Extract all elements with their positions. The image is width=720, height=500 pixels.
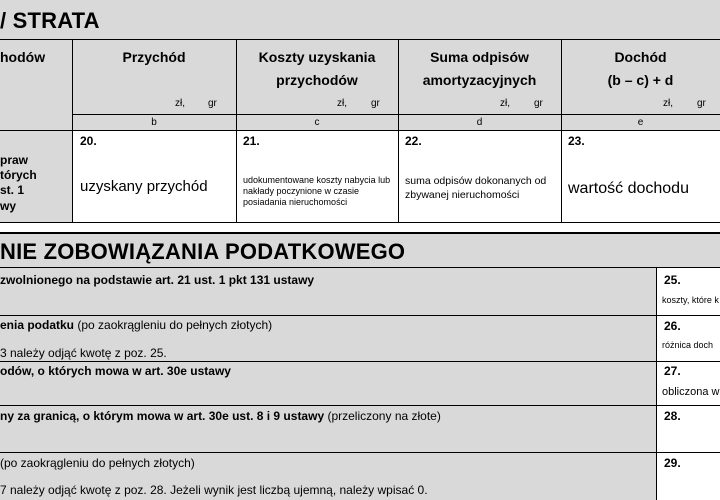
unit-zl-d: zł, [500,98,510,109]
col-b-header: Przychód [122,49,186,65]
col-letter-b: b [151,117,157,128]
field-28-number: 28. [664,409,681,423]
field-27-hint: obliczona w [662,386,720,398]
row-29-label: (po zaokrągleniu do pełnych złotych) [0,456,195,470]
row-label-line-4: wy [0,199,17,213]
field-23-cell[interactable] [562,131,720,221]
row-26-label: enia podatku (po zaokrągleniu do pełnych złotych) [0,318,273,332]
unit-gr-b: gr [208,98,217,109]
field-22-number: 22. [405,134,422,148]
col-letter-e: e [637,117,644,128]
row-28-label: ny za granicą, o którym mowa w art. 30e ust. 8 i 9 ustawy (przeliczony na złote) [0,409,441,423]
field-20-number: 20. [80,134,97,148]
field-22-hint: suma odpisów dokonanych od zbywanej nieruchomości [405,175,547,201]
row-label-line-2: tórych [0,168,37,182]
section-d-header [0,0,720,40]
unit-gr-e: gr [697,98,706,109]
section-e-title: NIE ZOBOWIĄZANIA PODATKOWEGO [0,239,406,264]
field-21-number: 21. [243,134,260,148]
unit-gr-c: gr [371,98,380,109]
field-26-hint: różnica doch [662,340,714,350]
col-letter-d: d [476,117,483,128]
row-25-label: zwolnionego na podstawie art. 21 ust. 1 pkt 131 ustawy [0,273,315,287]
field-20-hint: uzyskany przychód [80,178,208,195]
col-d-header-line2: amortyzacyjnych [422,72,537,88]
col-e-header-line2: (b – c) + d [607,72,674,88]
col-e-header-line1: Dochód [614,49,667,65]
field-25-number: 25. [664,273,681,287]
unit-gr-d: gr [534,98,543,109]
field-29-number: 29. [664,456,681,470]
unit-zl-b: zł, [175,98,185,109]
section-d-title: / STRATA [0,8,100,33]
field-27-number: 27. [664,364,681,378]
unit-zl-c: zł, [337,98,347,109]
col-letter-c: c [314,117,320,128]
row-29-instruction: 7 należy odjąć kwotę z poz. 28. Jeżeli wynik jest liczbą ujemną, należy wpisać 0. [0,483,428,497]
col-c-header-line1: Koszty uzyskania [258,49,376,65]
row-26-instruction: 3 należy odjąć kwotę z poz. 25. [0,346,167,360]
row-label-line-3: st. 1 [0,183,25,197]
col-a-header: hodów [0,49,46,65]
col-c-header-line2: przychodów [276,72,358,88]
section-e-header [0,232,720,268]
field-23-hint: wartość dochodu [568,180,689,197]
unit-zl-e: zł, [663,98,673,109]
field-26-number: 26. [664,319,681,333]
col-d-header-line1: Suma odpisów [430,49,529,65]
row-27-label: odów, o których mowa w art. 30e ustawy [0,364,231,378]
row-label-line-1: praw [0,153,29,167]
field-25-hint: koszty, które k [662,295,719,305]
field-20-cell[interactable] [73,131,236,221]
field-21-hint: udokumentowane koszty nabycia lub nakłady poczynione w czasie posiadania nieruchomości [243,175,391,207]
field-23-number: 23. [568,134,585,148]
